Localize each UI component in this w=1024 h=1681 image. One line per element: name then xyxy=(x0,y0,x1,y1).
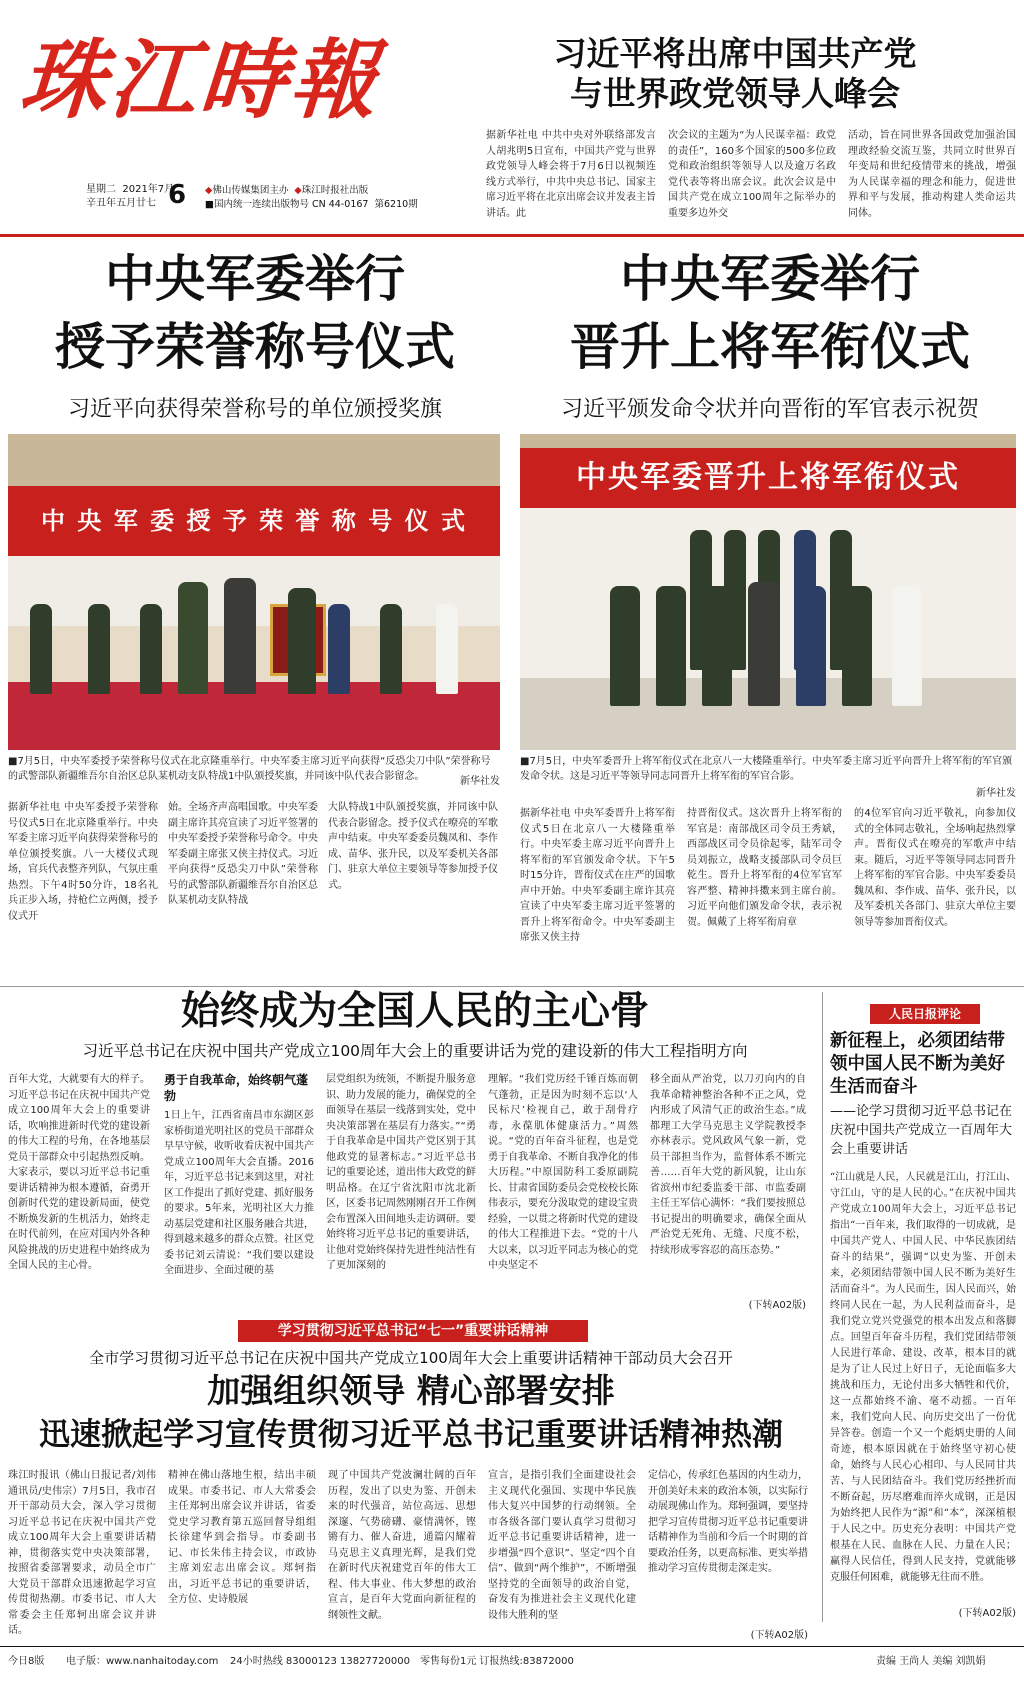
bottom-col-5: 定信心，传承红色基因的内生动力，开创美好未来的政治本领，以实际行动展现佛山作为。郑轲强调，要坚持把学习宣传贯彻习近平总书记重要讲话精神作为当前和今后一个时期的首要政治任务，以更高标准、更实举措推动学习宣传贯彻走深走实。 xyxy=(648,1470,808,1574)
commentary-tag: 人民日报评论 xyxy=(870,1004,980,1024)
left-photo xyxy=(8,434,500,750)
bottom-tag: 学习贯彻习近平总书记“七一”重要讲话精神 xyxy=(238,1320,588,1342)
figure xyxy=(748,582,780,706)
bottom-kicker: 全市学习贯彻习近平总书记在庆祝中国共产党成立100周年大会上重要讲话精神干部动员大会召开 xyxy=(89,1349,733,1367)
left-title-1: 中央军委举行 xyxy=(105,250,405,308)
middle-col-3: 层党组织为统领，不断提升服务意识、助力发展的能力，确保党的全面领导在基层一线落到实处，党中央决策部署在基层有力落实。”“勇于自我革命是中国共产党区别于其他政党的显著标志。”习近平总书记的重要论述，道出伟大政党的鲜明品格。在辽宁省沈阳市沈北新区，区委书记周然刚刚召开工作例会布置深入田间地头走访调研。要始终将习近平总书记的重要讲话，让他对党始终保持先进性纯洁性有了更加深刻的 xyxy=(326,1074,476,1271)
middle-subtitle: 习近平总书记在庆祝中国共产党成立100周年大会上的重要讲话为党的建设新的伟大工程指明方向 xyxy=(82,1042,748,1060)
left-col-2: 始。全场齐声高唱国歌。中央军委副主席许其亮宣读了习近平签署的中央军委授予荣誉称号命令。中央军委副主席张又侠主持仪式。习近平向获得“反恐尖刀中队”荣誉称号的武警部队新疆维吾尔自治区总队某机动支队特战 xyxy=(168,802,318,906)
section-divider xyxy=(0,986,1024,987)
day-number: 6 xyxy=(168,180,187,210)
figure xyxy=(842,586,872,706)
footer-editor: 责编 王尚人 美编 刘凯娟 xyxy=(876,1656,986,1667)
top-story-col-1: 据新华社电 中共中央对外联络部发言人胡兆明5日宣布，中国共产党与世界政党领导人峰会将于7月6日以视频连线方式举行，中共中央总书记、国家主席习近平将在北京出席会议并发表主旨讲话。此 xyxy=(486,130,656,219)
newspaper-logo: 珠江時報 xyxy=(16,30,384,131)
top-story-col-2: 次会议的主题为“为人民谋幸福：政党的责任”，160多个国家的500多位政党和政治组织等领导人以及逾万名政党代表等将出席会议。此次会议是中国共产党在成立100周年之际举办的重要多边外交 xyxy=(668,130,836,219)
figure xyxy=(892,586,922,706)
left-col-3: 大队特战1中队颁授奖旗，并同该中队代表合影留念。授予仪式在嘹亮的军歌声中结束。中央军委委员魏凤和、李作成、苗华、张升民，以及军委机关各部门、驻京大单位主要领导等参加授予仪式。 xyxy=(328,802,498,891)
bottom-title-1: 加强组织领导 精心部署安排 xyxy=(207,1371,615,1410)
right-photo xyxy=(520,434,1016,750)
middle-col-5: 移全面从严治党，以刀刃向内的自我革命精神整治各种不正之风，党内形成了风清气正的政治生态。”成都理工大学马克思主义学院教授李亦林表示。党风政风气象一新，党员干部担当作为，监督体系不断完善……百年大党的新风貌，让山东省滨州市纪委监委干部、市监委副主任王军信心满怀：“我们要按照总书记提出的明确要求，确保全面从严治党无死角、无缝、尺度不松，持续形成零容忍的高压态势。” xyxy=(650,1074,806,1256)
right-subtitle: 习近平颁发命令状并向晋衔的军官表示祝贺 xyxy=(560,397,979,422)
org-logo-icon-2: ◆ xyxy=(294,185,302,196)
bottom-col-2: 精神在佛山落地生根，结出丰硕成果。市委书记、市人大常委会主任郑轲出席会议并讲话，省委党史学习教育第五巡回督导组组长徐建华到会指导。市委副书记、市长朱伟主持会议，市政协主席刘宏志出席会议。郑轲指出，习近平总书记的重要讲话，全方位、史诗般展 xyxy=(168,1470,316,1605)
bottom-col-4: 宣言，是指引我们全面建设社会主义现代化强国、实现中华民族伟大复兴中国梦的行动纲领。全市各级各部门要认真学习贯彻习近平总书记重要讲话精神，进一步增强“四个意识”、坚定“四个自信”、做到“两个维护”，不断增强坚持党的全面领导的政治自觉，奋发有为推进社会主义现代化建设伟大胜利的坚 xyxy=(488,1470,636,1621)
figure xyxy=(380,604,402,694)
top-story-title-1: 习近平将出席中国共产党 xyxy=(553,34,917,73)
commentary-subtitle: ——论学习贯彻习近平总书记在庆祝中国共产党成立一百周年大会上重要讲话 xyxy=(830,1104,1013,1157)
figure xyxy=(88,604,110,694)
left-photo-credit: 新华社发 xyxy=(460,776,500,787)
issue-number: 第6210期 xyxy=(374,199,418,210)
bottom-col-1: 珠江时报讯（佛山日报记者/刘伟 通讯员/史伟宗）7月5日，我市召开干部动员大会，深入学习贯彻习近平总书记在庆祝中国共产党成立100周年大会上重要讲话精神，贯彻落实党中央决策部署，按照省委部署要求，动员全市广大党员干部群众迅速掀起学习宣传贯彻热潮。市委书记、市人大常委会主任郑轲出席会议并讲话。 xyxy=(8,1470,156,1636)
column-divider xyxy=(822,992,823,1622)
commentary-continued: (下转A02版) xyxy=(958,1608,1016,1619)
middle-continued: (下转A02版) xyxy=(748,1300,806,1311)
right-photo-banner: 中央军委晋升上将军衔仪式 xyxy=(520,448,1016,508)
footer-pages: 今日8版 xyxy=(8,1656,45,1667)
middle-col-2-head: 勇于自我革命，始终朝气蓬勃 xyxy=(164,1073,309,1103)
figure xyxy=(656,586,686,706)
figure xyxy=(224,578,256,694)
figure xyxy=(702,586,732,706)
serial-number: 国内统一连续出版物号 CN 44-0167 xyxy=(213,199,369,210)
middle-title: 始终成为全国人民的主心骨 xyxy=(180,989,649,1034)
masthead-date xyxy=(86,183,174,211)
figure xyxy=(328,604,350,694)
footer-email: 电子版：www.nanhaitoday.com xyxy=(66,1656,219,1667)
middle-col-1: 百年大党，大就要有大的样子。习近平总书记在庆祝中国共产党成立100周年大会上的重要讲话，吹响推进新时代党的建设新的伟大工程的号角，在各地基层党员干部群众中引起热烈反响。大家表示，要以习近平总书记重要讲话精神为根本遵循，奋勇开创新时代党的建设新局面，使党不断焕发新的生机活力，始终走在时代前列，在应对国内外各种风险挑战的历史进程中始终成为全国人民的主心骨。 xyxy=(8,1074,150,1271)
lunar-date: 辛丑年五月廿七 xyxy=(86,198,156,209)
figure xyxy=(610,586,640,706)
right-col-3: 的4位军官向习近平敬礼，向参加仪式的全体同志敬礼，全场响起热烈掌声。晋衔仪式在嘹亮的军歌声中结束。随后，习近平等领导同志同晋升上将军衔的军官合影。中央军委委员魏凤和、李作成、苗华、张升民，以及军委机关各部门、驻京大单位主要领导等参加晋衔仪式。 xyxy=(854,808,1016,928)
commentary-title: 新征程上，必须团结带领中国人民不断为美好生活而奋斗 xyxy=(830,1031,1005,1097)
org1: 佛山传媒集团主办 xyxy=(212,185,289,196)
right-title-2: 晋升上将军衔仪式 xyxy=(570,318,970,376)
figure xyxy=(796,586,826,706)
masthead-rule xyxy=(0,234,1024,237)
photo-ceiling xyxy=(520,434,1016,448)
commentary-body: “江山就是人民，人民就是江山，打江山、守江山，守的是人民的心。”在庆祝中国共产党成立100周年大会上，习近平总书记指出“一百年来，我们取得的一切成就，是中国共产党人、中国人民、中华民族团结奋斗的结果”，强调“以史为鉴、开创未来，必须团结带领中国人民不断为美好生活而奋斗”。为人民而生，因人民而兴，始终同人民在一起，为人民利益而奋斗，是我们党立党兴党强党的根本出发点和落脚点。回望百年奋斗历程，我们党团结带领人民进行革命、建设、改革，根本目的就是为了让人民过上好日子，无论面临多大挑战和压力，无论付出多大牺牲和代价，这一点都始终不渝、毫不动摇。一百年来，我们党向人民、向历史交出了一份优异答卷。创造一个又一个彪炳史册的人间奇迹，根本原因就在于始终坚守初心使命，始终与人民心心相印、与人民同甘共苦、与人民团结奋斗。我们党历经挫折而不断奋起，历尽磨难而淬火成钢，正是因为始终把人民作为“源”和“本”，深深植根于人民之中。历史充分表明：中国共产党根基在人民、血脉在人民、力量在人民；赢得人民信任，得到人民支持，党就能够克服任何困难，就能够无往而不胜。 xyxy=(830,1172,1016,1583)
right-photo-caption: ■7月5日，中央军委晋升上将军衔仪式在北京八一大楼隆重举行。中央军委主席习近平向晋升上将军衔的军官颁发命令状。这是习近平等领导同志同晋升上将军衔的军官合影。 xyxy=(520,756,1013,782)
right-title-1: 中央军委举行 xyxy=(620,250,920,308)
figure xyxy=(436,604,458,694)
org-logo-icon: ◆ xyxy=(205,185,213,196)
right-col-1: 据新华社电 中央军委晋升上将军衔仪式5日在北京八一大楼隆重举行。中央军委主席习近平向晋升上将军衔的军官颁发命令状。下午5时15分许，晋衔仪式在庄严的国歌声中开始。中央军委副主席许其亮宣读了中央军委主席习近平签署的晋升上将军衔命令。中央军委副主席张又侠主持 xyxy=(520,808,675,943)
left-photo-banner: 中 央 军 委 授 予 荣 誉 称 号 仪 式 xyxy=(8,486,500,556)
left-title-2: 授予荣誉称号仪式 xyxy=(55,318,455,376)
right-photo-credit: 新华社发 xyxy=(976,788,1016,799)
left-subtitle: 习近平向获得荣誉称号的单位颁授奖旗 xyxy=(67,397,442,422)
bottom-continued: (下转A02版) xyxy=(750,1630,808,1641)
figure xyxy=(30,604,52,694)
date: 2021年7月 xyxy=(122,184,175,195)
right-col-2: 持晋衔仪式。这次晋升上将军衔的军官是：南部战区司令员王秀斌，西部战区司令员徐起零，陆军司令员刘振立，战略支援部队司令员巨乾生。晋升上将军衔的4位军官军容严整、精神抖擞来到主席台前。习近平向他们颁发命令状，表示祝贺。佩戴了上将军衔肩章 xyxy=(687,808,842,928)
figure xyxy=(288,588,316,694)
bottom-title-2: 迅速掀起学习宣传贯彻习近平总书记重要讲话精神热潮 xyxy=(39,1417,783,1453)
top-story-title-2: 与世界政党领导人峰会 xyxy=(570,74,900,113)
middle-col-4: 理解。“我们党历经千锤百炼而朝气蓬勃，正是因为时刻不忘以‘人民标尺’检视自己，敢于刮骨疗毒，永葆肌体健康活力。”周然说。“党的百年奋斗征程，也是党勇于自我革命、不断自我净化的伟大历程。”中原国防科工委原副院长、甘肃省国防委员会党校校长陈伟表示，要充分汲取党的建设宝贵经验，一以贯之将新时代党的建设的伟大工程推进下去。“党的十八大以来，以习近平同志为核心的党中央坚定不 xyxy=(488,1074,638,1271)
footer-rule xyxy=(0,1646,1024,1647)
bottom-col-3: 现了中国共产党波澜壮阔的百年历程，发出了以史为鉴、开创未来的时代强音，站位高远、思想深邃、气势磅礴、豪情满怀，铿锵有力、催人奋进，通篇闪耀着马克思主义真理光辉，是我们党在新时代庆祝建党百年的伟大工程、伟大事业、伟大梦想的政治宣言，是百年大党面向新征程的纲领性文献。 xyxy=(328,1470,476,1621)
left-col-1: 据新华社电 中央军委授予荣誉称号仪式5日在北京隆重举行。中央军委主席习近平向获得荣誉称号的单位颁授奖旗。八一大楼仪式现场，官兵代表整齐列队，气氛庄重热烈。下午4时50分许，18名礼兵正步入场，持枪伫立两侧，授予仪式开 xyxy=(8,802,158,922)
footer-price: 零售每份1元 订报热线:83872000 xyxy=(420,1656,574,1667)
top-story-col-3: 活动，旨在同世界各国政党加强治国理政经验交流互鉴，共同立时世界百年变局和世纪疫情带来的挑战，增强为人民谋幸福的理念和能力，促进世界和平与发展，推动构建人类命运共同体。 xyxy=(848,130,1016,219)
left-photo-caption: ■7月5日，中央军委授予荣誉称号仪式在北京隆重举行。中央军委主席习近平向获得“反恐尖刀中队”荣誉称号的武警部队新疆维吾尔自治区总队某机动支队特战1中队颁授奖旗，并同该中队代表合影留念。 xyxy=(8,756,491,782)
publisher-info: ◆佛山传媒集团主办 ◆珠江时报社出版 ■国内统一连续出版物号 CN 44-0167 第6210期 xyxy=(205,185,418,210)
footer-hotline: 24小时热线 83000123 13827720000 xyxy=(230,1656,410,1667)
figure xyxy=(140,604,162,694)
org2: 珠江时报社出版 xyxy=(301,185,369,196)
figure xyxy=(178,582,208,694)
middle-col-2: 1日上午，江西省南昌市东湖区彭家桥街道光明社区的党员干部群众早早守候，收听收看庆祝中国共产党成立100周年大会直播。2016年，习近平总书记来到这里，对社区工作提出了抓好党建、抓好服务的要求。5年来，光明社区大力推动基层党建和社区服务融合共进，得到越来越多的群众点赞。社区党委书记刘云清说：“我们要以建设全面进步、全面过硬的基 xyxy=(164,1110,314,1276)
weekday: 星期二 xyxy=(86,184,116,195)
